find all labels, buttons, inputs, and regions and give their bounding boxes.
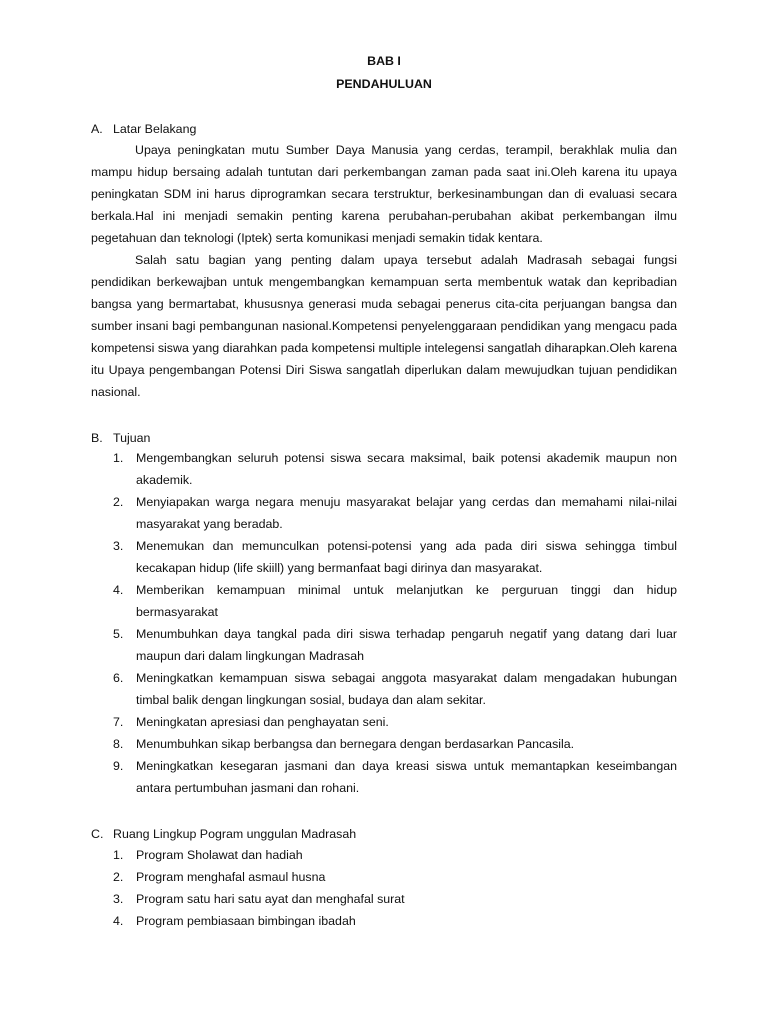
list-item-number: 9.: [113, 759, 124, 773]
list-item-number: 8.: [113, 737, 124, 751]
list-item-text: Meningkatkan kemampuan siswa sebagai anggota masyarakat dalam mengadakan hubungan timbal balik dengan lingkungan sosial, budaya dan alam sekitar.: [136, 671, 677, 707]
chapter-title: PENDAHULUAN: [336, 77, 432, 91]
list-item-text: Program Sholawat dan hadiah: [136, 848, 303, 862]
section-c-letter: C.: [91, 827, 104, 841]
list-item-text: Menumbuhkan sikap berbangsa dan bernegara dengan berdasarkan Pancasila.: [136, 737, 575, 751]
list-item-number: 1.: [113, 848, 124, 862]
section-b-title: Tujuan: [113, 431, 151, 445]
list-item: [113, 755, 677, 799]
list-item: [113, 623, 677, 667]
section-b-heading: [91, 430, 150, 446]
section-c-heading: [91, 826, 356, 842]
list-item: [113, 711, 677, 733]
section-b-list: [113, 447, 677, 799]
section-a-title: Latar Belakang: [113, 122, 197, 136]
list-item-text: Memberikan kemampuan minimal untuk melanjutkan ke perguruan tinggi dan hidup bermasyarakat: [136, 583, 677, 619]
list-item: [113, 733, 677, 755]
list-item-number: 2.: [113, 870, 124, 884]
section-c-list: [113, 844, 677, 932]
list-item: [113, 447, 677, 491]
list-item-number: 1.: [113, 451, 124, 465]
section-c-title: Ruang Lingkup Pogram unggulan Madrasah: [113, 827, 357, 841]
list-item: [113, 491, 677, 535]
list-item: [113, 910, 677, 932]
section-b-letter: B.: [91, 431, 103, 445]
list-item-text: Meningkatkan kesegaran jasmani dan daya kreasi siswa untuk memantapkan keseimbangan antara pertumbuhan jasmani dan rohani.: [136, 759, 677, 795]
section-a-letter: A.: [91, 122, 103, 136]
list-item-number: 7.: [113, 715, 124, 729]
list-item: [113, 888, 677, 910]
list-item-text: Program menghafal asmaul husna: [136, 870, 326, 884]
list-item-text: Mengembangkan seluruh potensi siswa secara maksimal, baik potensi akademik maupun non akademik.: [136, 451, 677, 487]
list-item-text: Meningkatan apresiasi dan penghayatan seni.: [136, 715, 389, 729]
list-item-number: 5.: [113, 627, 124, 641]
list-item: [113, 579, 677, 623]
chapter-number: BAB I: [367, 54, 401, 68]
list-item-number: 3.: [113, 892, 124, 906]
list-item-text: Menumbuhkan daya tangkal pada diri siswa terhadap pengaruh negatif yang datang dari luar maupun dari dalam lingkungan Madrasah: [136, 627, 677, 663]
list-item-number: 6.: [113, 671, 124, 685]
list-item-number: 3.: [113, 539, 124, 553]
list-item-number: 4.: [113, 583, 124, 597]
list-item-text: Menyiapakan warga negara menuju masyarakat belajar yang cerdas dan memahami nilai-nilai masyarakat yang beradab.: [136, 495, 677, 531]
list-item-number: 4.: [113, 914, 124, 928]
section-a-paragraph-2: Salah satu bagian yang penting dalam upaya tersebut adalah Madrasah sebagai fungsi pendidikan berkewajban untuk mengembangkan kemampuan serta membentuk watak dan kepribadian bangsa yang bermartabat, khususnya generasi muda sebagai penerus cita-cita perjuangan bangsa dan sumber insani bagi pembangunan nasional.Kompetensi penyelenggaraan pendidikan yang mengacu pada kompetensi siswa yang diarahkan pada kompetensi multiple intelegensi sangatlah diharapkan.Oleh karena itu Upaya pengembangan Potensi Diri Siswa sangatlah diperlukan dalam mewujudkan tujuan pendidikan nasional.: [91, 253, 677, 399]
list-item: [113, 866, 677, 888]
list-item-text: Menemukan dan memunculkan potensi-potensi yang ada pada diri siswa sehingga timbul kecakapan hidup (life skiill) yang bermanfaat bagi dirinya dan masyarakat.: [136, 539, 677, 575]
list-item: [113, 844, 677, 866]
list-item: [113, 667, 677, 711]
list-item-text: Program satu hari satu ayat dan menghafal surat: [136, 892, 405, 906]
section-a-heading: [91, 121, 196, 137]
list-item-text: Program pembiasaan bimbingan ibadah: [136, 914, 356, 928]
list-item: [113, 535, 677, 579]
list-item-number: 2.: [113, 495, 124, 509]
section-a-paragraph-1: Upaya peningkatan mutu Sumber Daya Manusia yang cerdas, terampil, berakhlak mulia dan mampu hidup bersaing adalah tuntutan dari perkembangan zaman pada saat ini.Oleh karena itu upaya peningkatan SDM ini harus diprogramkan secara terstruktur, berkesinambungan dan di evaluasi secara berkala.Hal ini menjadi semakin penting karena perubahan-perubahan akibat perkembangan ilmu pegetahuan dan teknologi (Iptek) serta komunikasi menjadi semakin tidak kentara.: [91, 143, 677, 245]
